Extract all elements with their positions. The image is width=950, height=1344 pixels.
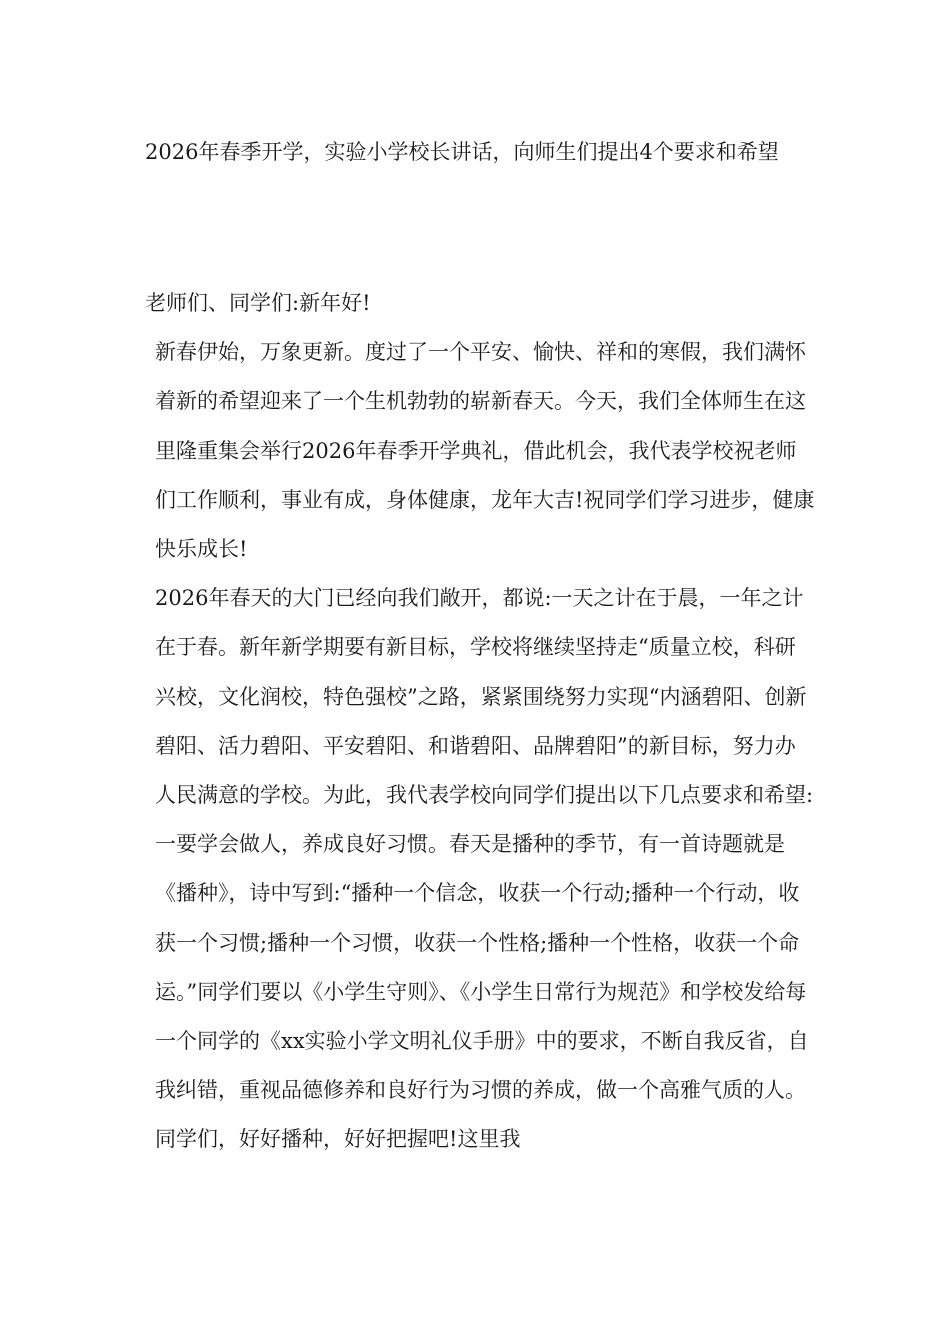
paragraph-1: 新春伊始，万象更新。度过了一个平安、愉快、祥和的寒假，我们满怀着新的希望迎来了一个生机勃勃的崭新春天。今天，我们全体师生在这里隆重集会举行2026年春季开学典礼，借此机会，我代表学校祝老师们工作顺利，事业有成，身体健康，龙年大吉!祝同学们学习进步，健康快乐成长! xyxy=(155,340,815,562)
paragraph-3: 一要学会做人，养成良好习惯。春天是播种的季节，有一首诗题就是《播种》，诗中写到:“播种一个信念，收获一个行动;播种一个行动，收获一个习惯;播种一个习惯，收获一个性格;播种一个性格，收获一个命运。”同学们要以《小学生守则》、《小学生日常行为规范》和学校发给每一个同学的《xx实验小学文明礼仪手册》中的要求，不断自我反省，自我纠错，重视品德修养和良好行为习惯的养成，做一个高雅气质的人。同学们，好好播种，好好把握吧!这里我 xyxy=(155,832,809,1152)
paragraph-2: 2026年春天的大门已经向我们敞开，都说:一天之计在于晨，一年之计在于春。新年新学期要有新目标，学校将继续坚持走“质量立校，科研兴校，文化润校，特色强校”之路，紧紧围绕努力实现“内涵碧阳、创新碧阳、活力碧阳、平安碧阳、和谐碧阳、品牌碧阳”的新目标，努力办人民满意的学校。为此，我代表学校向同学们提出以下几点要求和希望: xyxy=(155,586,814,808)
document-title: 2026年春季开学，实验小学校长讲话，向师生们提出4个要求和希望 xyxy=(145,140,779,164)
greeting-line: 老师们、同学们:新年好! xyxy=(145,291,371,315)
document-body xyxy=(145,279,815,1165)
